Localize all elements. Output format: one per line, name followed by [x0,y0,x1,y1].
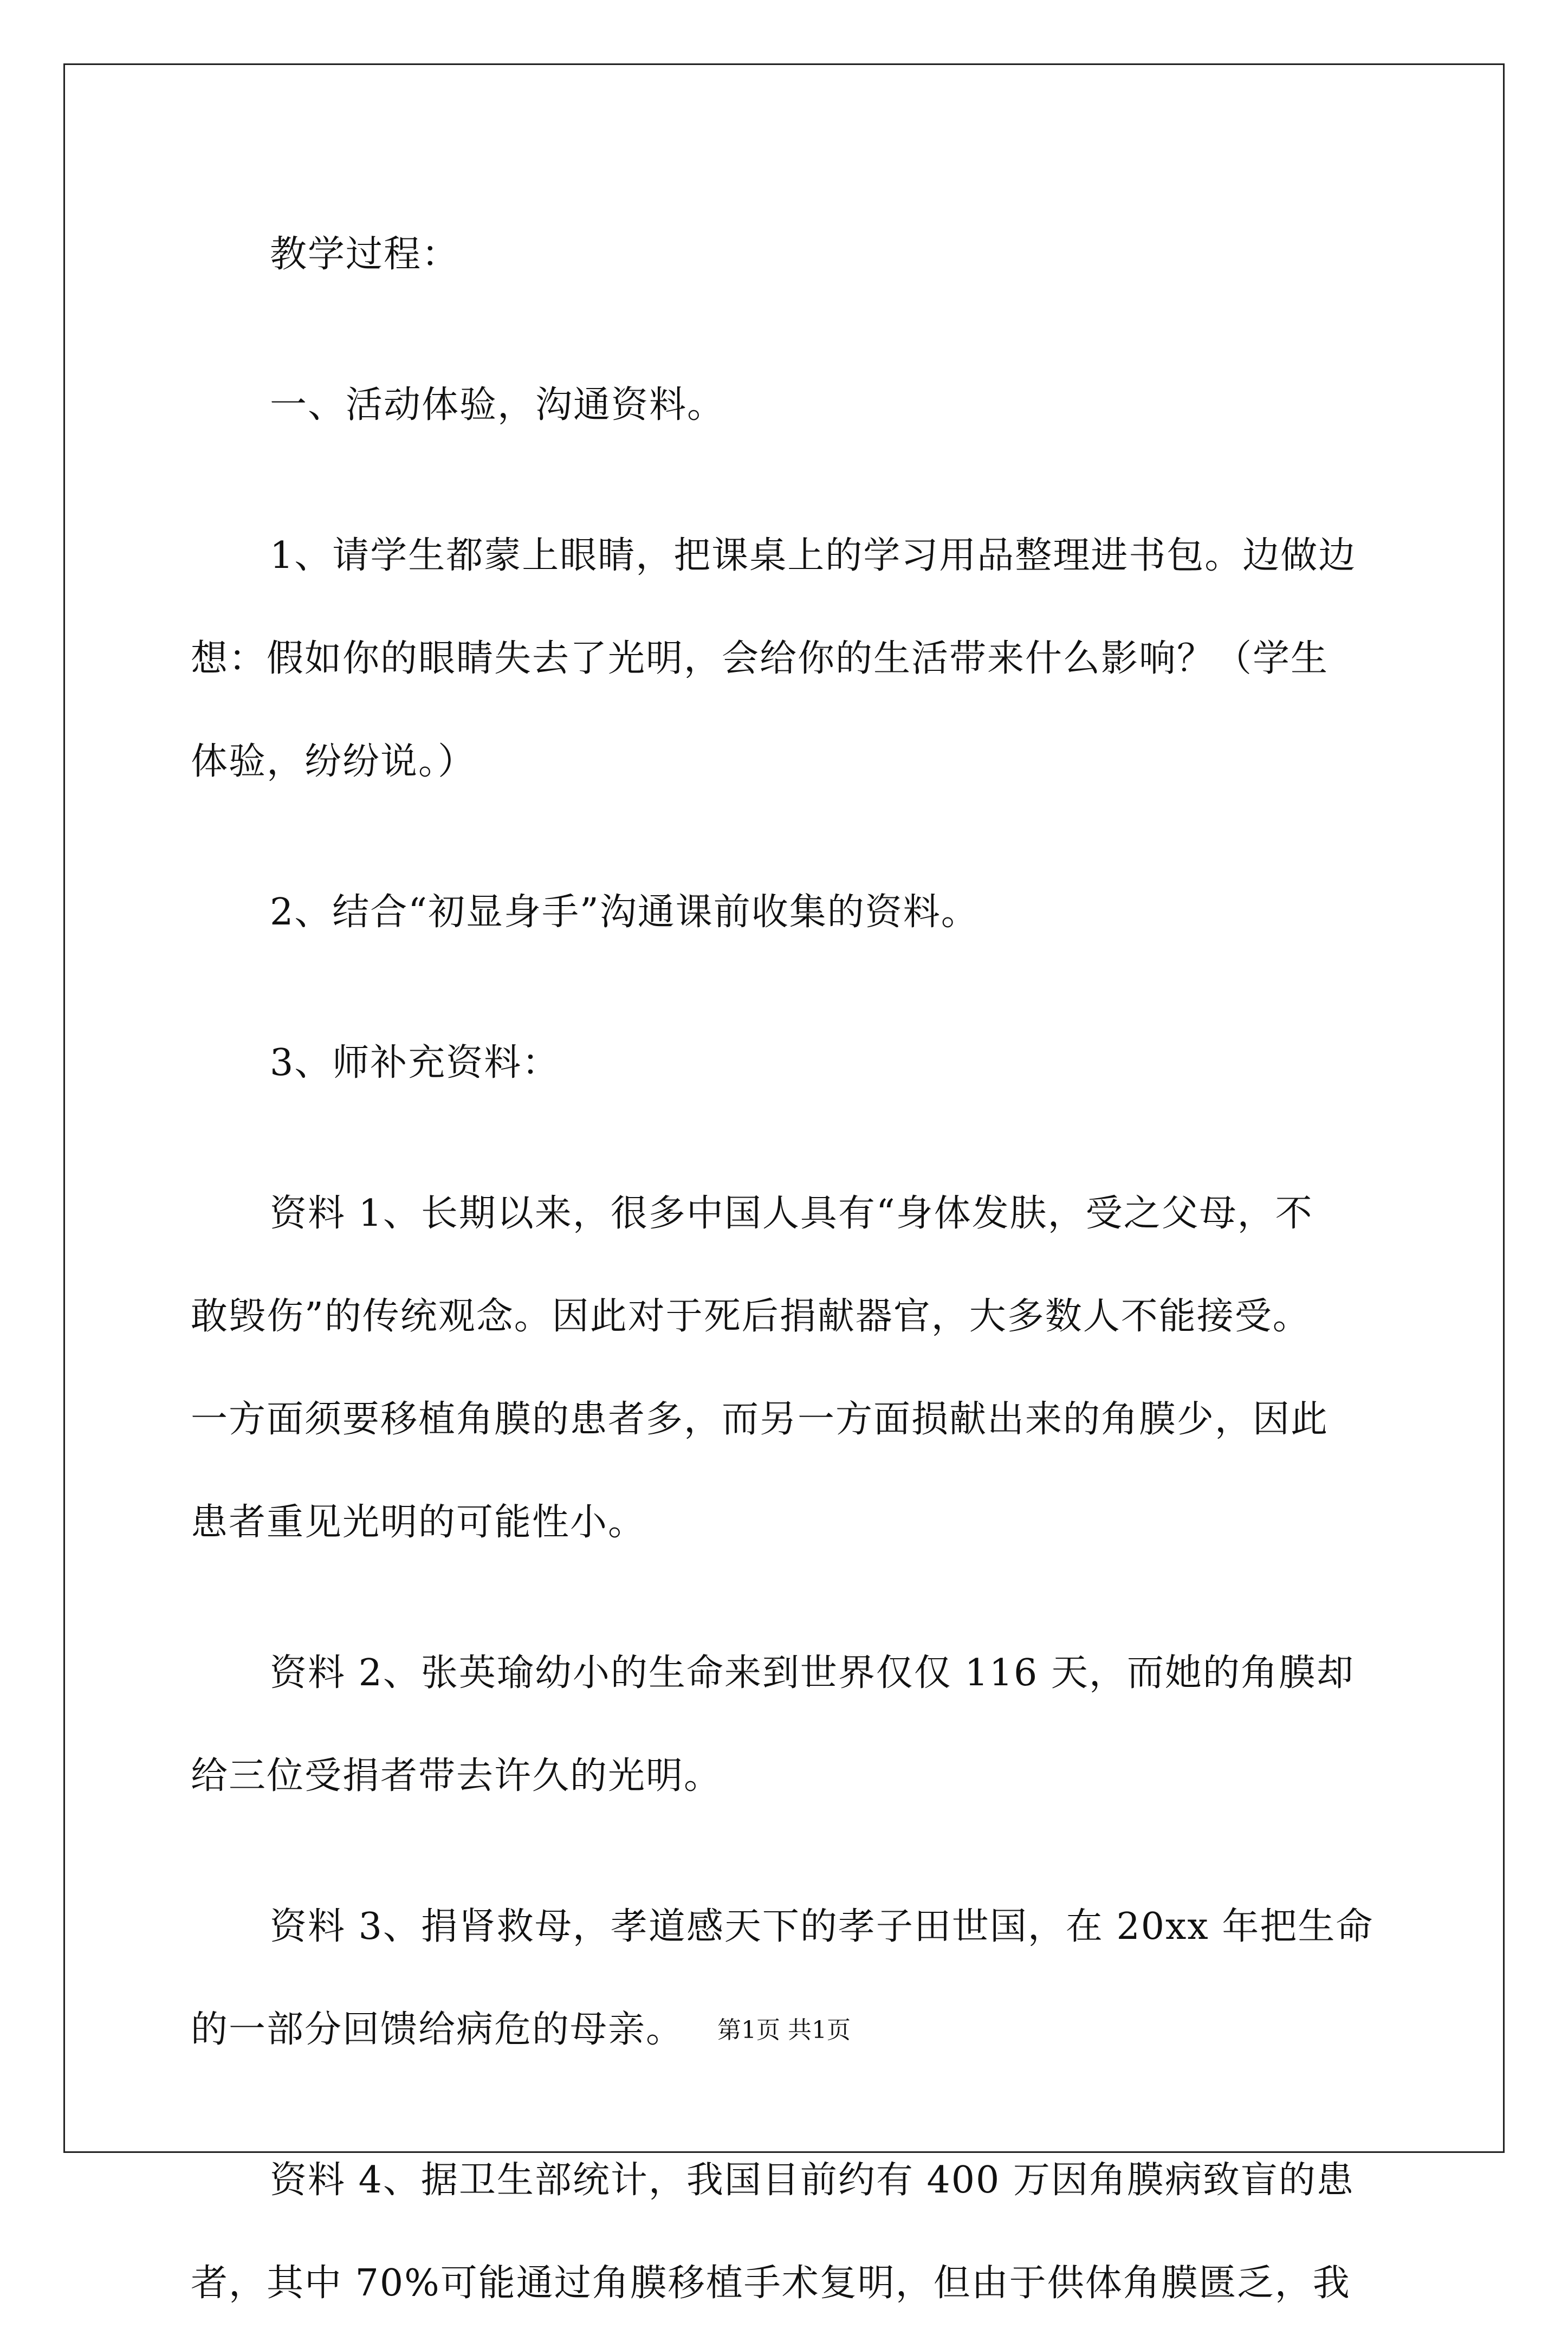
paragraph [191,2129,1377,2335]
paragraph [191,1012,1377,1115]
text-line: 者，其中 70%可能通过角膜移植手术复明，但由于供体角膜匮乏，我 [191,2262,1351,2305]
text-line: 想：假如你的眼睛失去了光明，会给你的生活带来什么影响？（学生 [191,637,1329,680]
text-line: 资料 1、长期以来，很多中国人具有“身体发肤，受之父母，不 [270,1192,1313,1235]
text-line: 一方面须要移植角膜的患者多，而另一方面损献出来的角膜少，因此 [191,1398,1329,1441]
paragraph [191,354,1377,457]
text-line: 患者重见光明的可能性小。 [191,1501,646,1544]
text-line: 教学过程： [270,233,460,276]
text-line: 的一部分回馈给病危的母亲。 [191,2008,684,2051]
text-line: 资料 2、张英瑜幼小的生命来到世界仅仅 116 天，而她的角膜却 [270,1652,1355,1694]
page-footer: 第1页 共1页 [717,2016,851,2044]
paragraph [191,504,1377,813]
text-line: 一、活动体验，沟通资料。 [270,384,725,426]
paragraph [191,1162,1377,1574]
text-line: 敢毁伤”的传统观念。因此对于死后捐献器官，大多数人不能接受。 [191,1295,1311,1338]
text-line: 资料 3、捐肾救母，孝道感天下的孝子田世国，在 20xx 年把生命 [270,1905,1374,1948]
text-line: 资料 4、据卫生部统计，我国目前约有 400 万因角膜病致盲的患 [270,2159,1355,2202]
text-line: 1、请学生都蒙上眼睛，把课桌上的学习用品整理进书包。边做边 [270,534,1357,577]
text-line: 给三位受捐者带去许久的光明。 [191,1755,722,1797]
text-line: 3、师补充资料： [270,1042,560,1084]
paragraph [191,1622,1377,1828]
paragraph [191,203,1377,306]
text-line: 2、结合“初显身手”沟通课前收集的资料。 [270,891,979,934]
paragraph [191,861,1377,964]
text-line: 体验，纷纷说。） [191,740,476,783]
paragraph [191,1875,1377,2081]
